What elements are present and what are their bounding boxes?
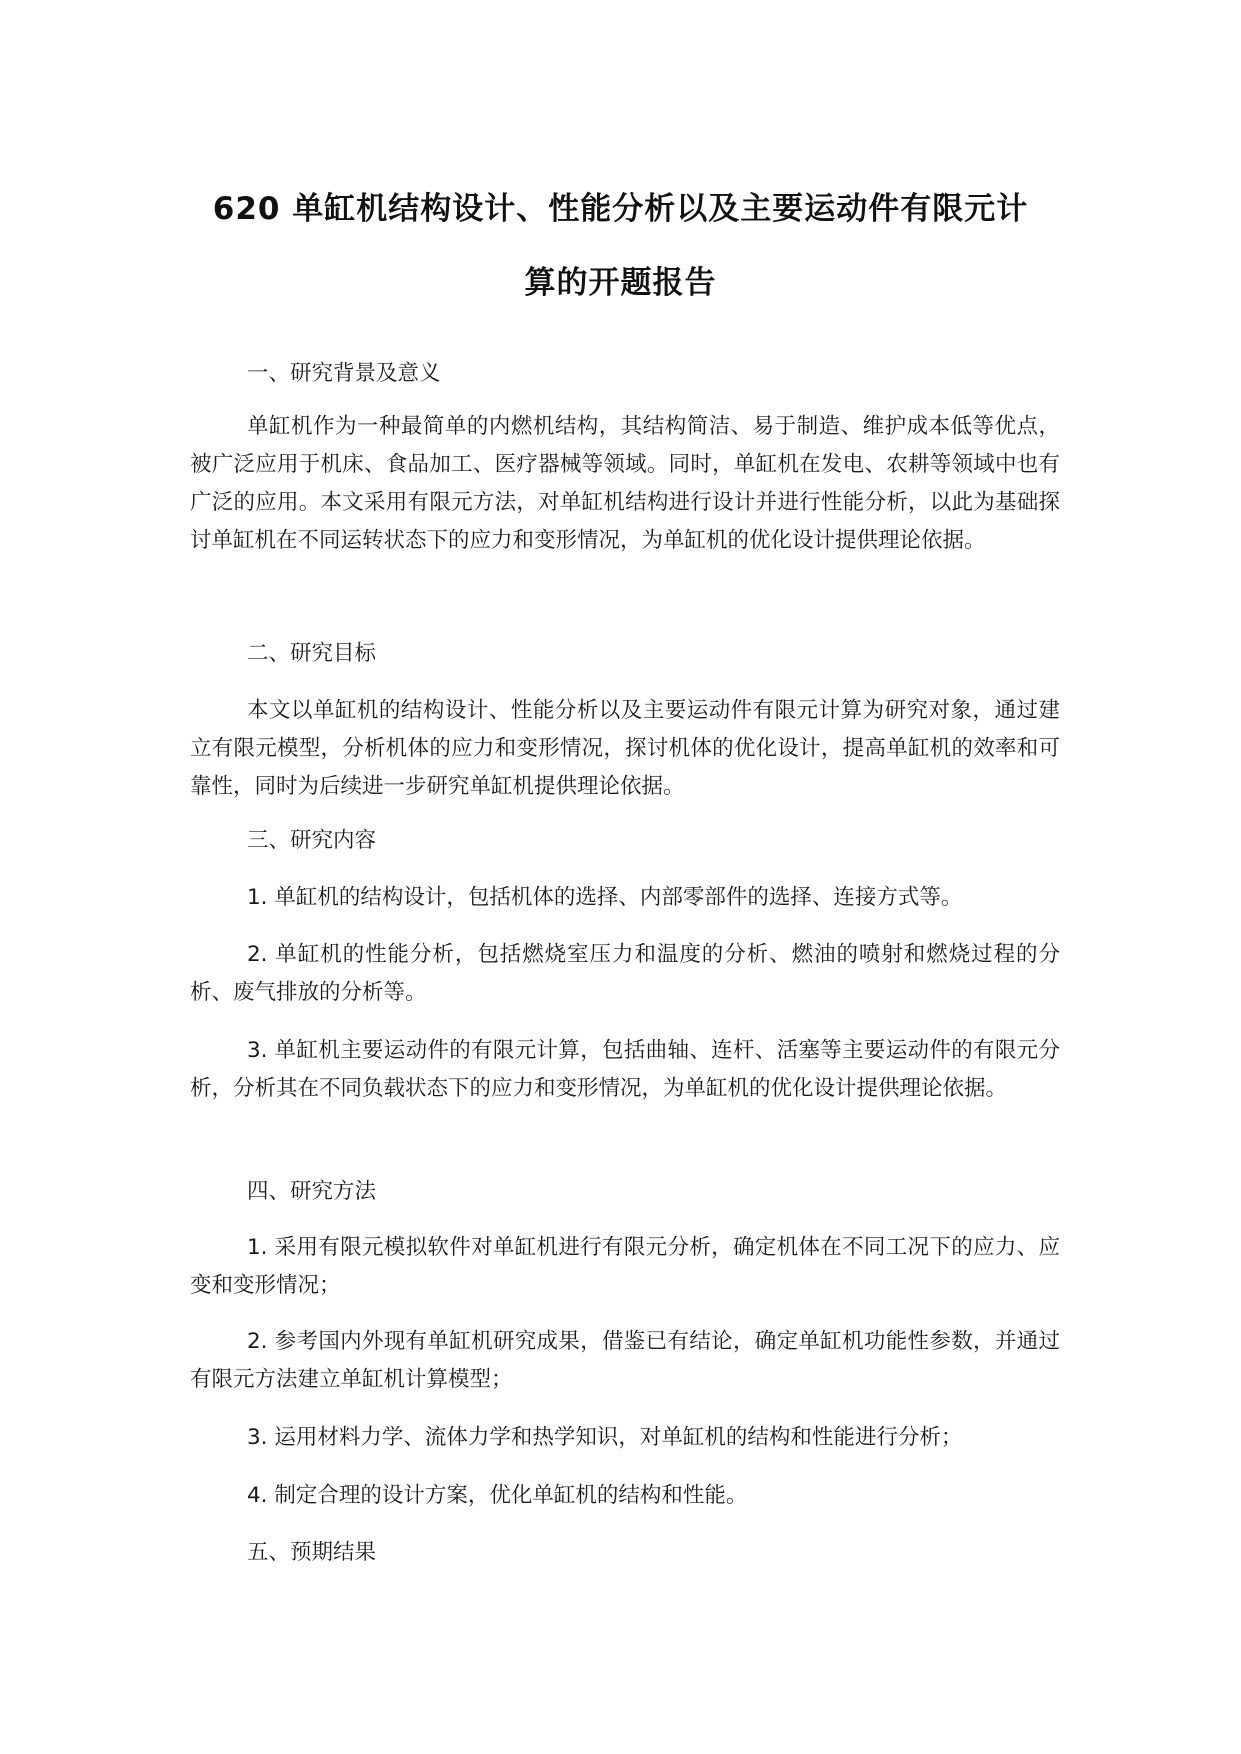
content-item-1: 1. 单缸机的结构设计，包括机体的选择、内部零部件的选择、连接方式等。 (247, 885, 963, 910)
paragraph-objectives: 本文以单缸机的结构设计、性能分析以及主要运动件有限元计算为研究对象，通过建立有限元模型，分析机体的应力和变形情况，探讨机体的优化设计，提高单缸机的效率和可靠性，同时为后续进一步研究单缸机提供理论依据。 (190, 698, 1060, 799)
section-heading-expected-results: 五、预期结果 (247, 1540, 377, 1565)
section-heading-background: 一、研究背景及意义 (247, 361, 441, 386)
section-heading-content: 三、研究内容 (247, 828, 377, 853)
section-heading-objectives: 二、研究目标 (247, 641, 377, 666)
content-item-2: 2. 单缸机的性能分析，包括燃烧室压力和温度的分析、燃油的喷射和燃烧过程的分析、废气排放的分析等。 (190, 942, 1060, 1005)
method-item-3: 3. 运用材料力学、流体力学和热学知识，对单缸机的结构和性能进行分析； (247, 1425, 963, 1450)
method-item-1: 1. 采用有限元模拟软件对单缸机进行有限元分析，确定机体在不同工况下的应力、应变和变形情况； (190, 1235, 1060, 1298)
section-heading-methods: 四、研究方法 (247, 1179, 377, 1204)
document-title-line-1: 620 单缸机结构设计、性能分析以及主要运动件有限元计 (212, 191, 1029, 227)
document-title-line-2: 算的开题报告 (524, 265, 717, 301)
method-item-4: 4. 制定合理的设计方案，优化单缸机的结构和性能。 (247, 1483, 748, 1508)
content-item-3: 3. 单缸机主要运动件的有限元计算，包括曲轴、连杆、活塞等主要运动件的有限元分析，分析其在不同负载状态下的应力和变形情况，为单缸机的优化设计提供理论依据。 (190, 1038, 1060, 1101)
paragraph-background: 单缸机作为一种最简单的内燃机结构，其结构简洁、易于制造、维护成本低等优点，被广泛应用于机床、食品加工、医疗器械等领域。同时，单缸机在发电、农耕等领域中也有广泛的应用。本文采用有限元方法，对单缸机结构进行设计并进行性能分析，以此为基础探讨单缸机在不同运转状态下的应力和变形情况，为单缸机的优化设计提供理论依据。 (190, 414, 1060, 553)
method-item-2: 2. 参考国内外现有单缸机研究成果，借鉴已有结论，确定单缸机功能性参数，并通过有限元方法建立单缸机计算模型； (190, 1329, 1060, 1392)
